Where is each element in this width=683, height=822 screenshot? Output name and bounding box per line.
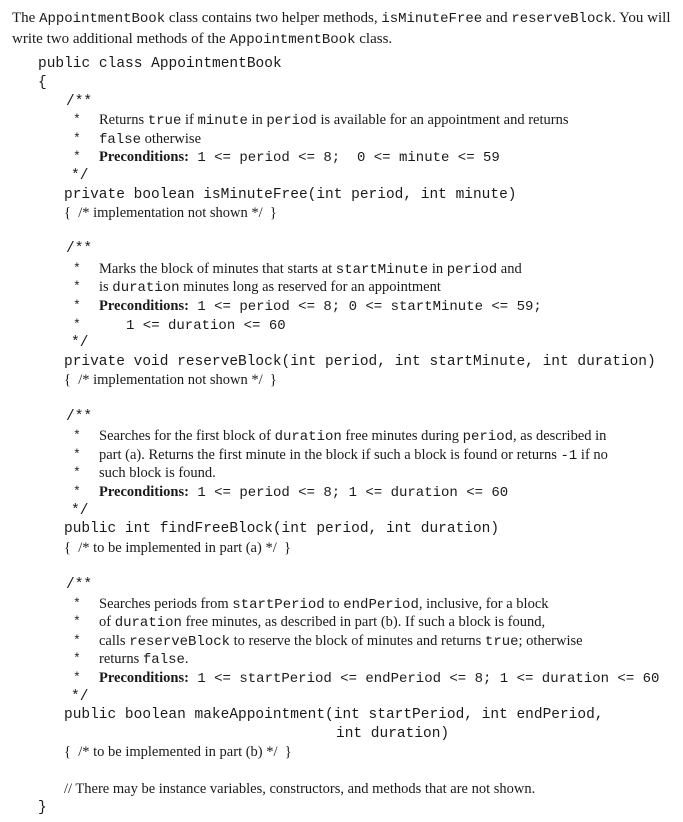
comment-open: /** (66, 241, 93, 257)
comment-star: * (73, 261, 81, 276)
comment-line: Searches periods from startPeriod to endPeriod, inclusive, for a block (99, 596, 549, 613)
comment-star: * (73, 633, 81, 648)
comment-star: * (73, 149, 81, 164)
comment-star: * (73, 596, 81, 611)
comment-star: * (73, 131, 81, 146)
preconditions-continuation: 1 <= duration <= 60 (126, 318, 286, 334)
class-open-brace: { (38, 75, 47, 91)
method-name-code: isMinuteFree (381, 11, 483, 27)
comment-star: * (73, 447, 81, 462)
comment-line: Returns true if minute in period is available for an appointment and returns (99, 112, 569, 129)
preconditions-line: Preconditions: 1 <= startPeriod <= endPeriod <= 8; 1 <= duration <= 60 (99, 670, 660, 687)
class-close-brace: } (38, 800, 47, 816)
comment-close: */ (71, 503, 89, 519)
comment-close: */ (71, 168, 89, 184)
comment-line: Marks the block of minutes that starts at startMinute in period and (99, 261, 522, 278)
intro-text: class contains two helper methods, (165, 10, 382, 26)
preconditions-label: Preconditions: (99, 149, 189, 165)
preconditions-label: Preconditions: (99, 670, 189, 686)
comment-star: * (73, 465, 81, 480)
class-name-code: AppointmentBook (229, 32, 356, 48)
method-signature: public int findFreeBlock(int period, int duration) (64, 521, 500, 537)
intro-text: and (482, 10, 512, 26)
intro-text: The (12, 10, 40, 26)
comment-star: * (73, 298, 81, 313)
comment-line: part (a). Returns the first minute in the block if such a block is found or returns -1 if no (99, 447, 608, 464)
preconditions-line: Preconditions: 1 <= period <= 8; 1 <= duration <= 60 (99, 484, 509, 501)
comment-star: * (73, 484, 81, 499)
method-body: { /* to be implemented in part (a) */ } (64, 540, 291, 556)
comment-close: */ (71, 689, 89, 705)
method-body: { /* to be implemented in part (b) */ } (64, 744, 292, 760)
method-signature: private boolean isMinuteFree(int period, int minute) (64, 187, 517, 203)
instance-variables-comment: // There may be instance variables, constructors, and methods that are not shown. (64, 781, 536, 797)
comment-open: /** (66, 94, 93, 110)
comment-line: false otherwise (99, 131, 202, 148)
preconditions-line: Preconditions: 1 <= period <= 8; 0 <= minute <= 59 (99, 149, 500, 166)
comment-open: /** (66, 409, 93, 425)
comment-line: is duration minutes long as reserved for an appointment (99, 279, 441, 296)
method-body: { /* implementation not shown */ } (64, 205, 277, 221)
comment-line: returns false. (99, 651, 189, 668)
method-body: { /* implementation not shown */ } (64, 372, 277, 388)
comment-open: /** (66, 577, 93, 593)
comment-line: of duration free minutes, as described in part (b). If such a block is found, (99, 614, 546, 631)
comment-star: * (73, 670, 81, 685)
comment-star: * (73, 614, 81, 629)
comment-line: calls reserveBlock to reserve the block of minutes and returns true; otherwise (99, 633, 583, 650)
preconditions-label: Preconditions: (99, 298, 189, 314)
comment-line: Searches for the first block of duration free minutes during period, as described in (99, 428, 607, 445)
method-signature: public boolean makeAppointment(int startPeriod, int endPeriod, (64, 707, 604, 723)
comment-star: * (73, 651, 81, 666)
class-name-code: AppointmentBook (39, 11, 166, 27)
comment-star: * (73, 317, 81, 332)
method-signature-continuation: int duration) (336, 726, 450, 742)
comment-line: such block is found. (99, 465, 216, 481)
comment-star: * (73, 112, 81, 127)
preconditions-label: Preconditions: (99, 484, 189, 500)
class-declaration: public class AppointmentBook (38, 56, 282, 72)
method-name-code: reserveBlock (511, 11, 613, 27)
intro-text: class. (355, 31, 393, 47)
comment-star: * (73, 279, 81, 294)
comment-close: */ (71, 335, 89, 351)
intro-text: . You will write two additional methods of the (12, 10, 671, 47)
comment-star: * (73, 428, 81, 443)
preconditions-line: Preconditions: 1 <= period <= 8; 0 <= startMinute <= 59; (99, 298, 542, 315)
intro-paragraph (12, 8, 672, 50)
method-signature: private void reserveBlock(int period, int startMinute, int duration) (64, 354, 656, 370)
